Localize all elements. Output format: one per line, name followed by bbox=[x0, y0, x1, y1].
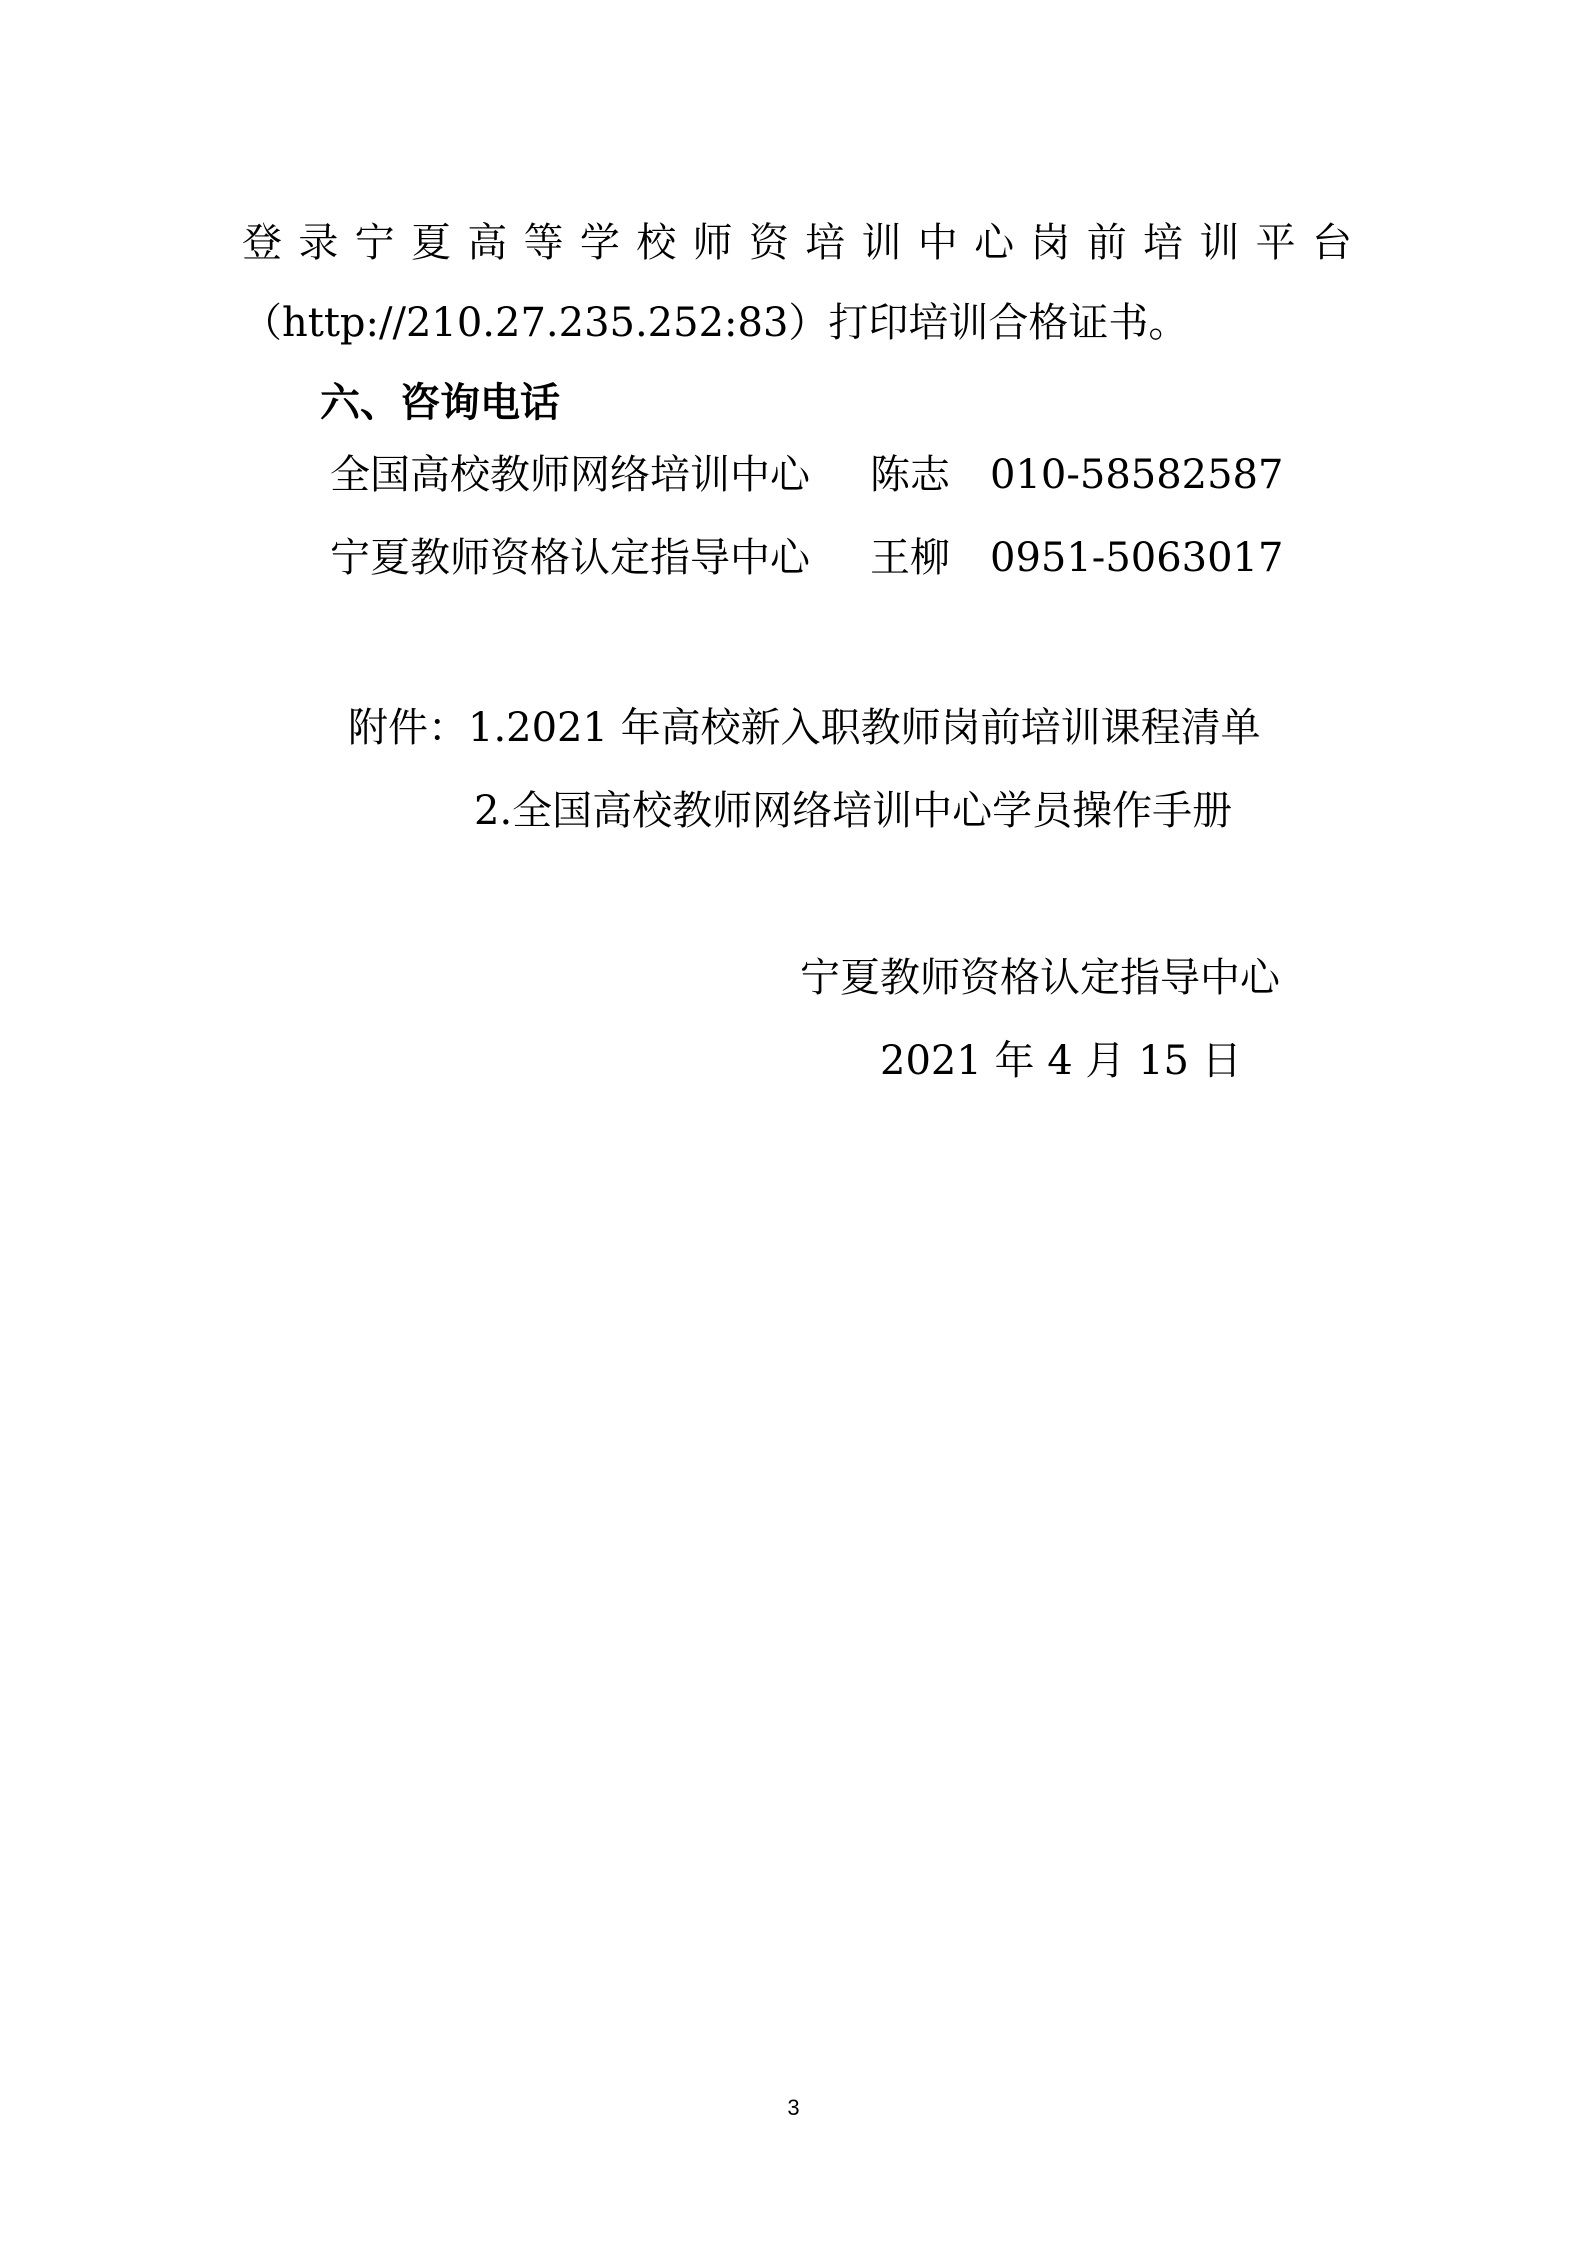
contact-name: 陈志 bbox=[870, 452, 950, 498]
section-heading: 六、咨询电话 bbox=[320, 380, 560, 426]
contact-phone: 010-58582587 bbox=[990, 452, 1284, 498]
contact-org: 宁夏教师资格认定指导中心 bbox=[330, 535, 810, 581]
contact-row bbox=[330, 533, 1283, 583]
contact-name: 王柳 bbox=[870, 535, 950, 581]
contact-row bbox=[330, 450, 1283, 500]
attachment-item-2: 2.全国高校教师网络培训中心学员操作手册 bbox=[474, 788, 1233, 834]
paragraph-line-1: 登录宁夏高等学校师资培训中心岗前培训平台 bbox=[242, 220, 1352, 266]
contact-org: 全国高校教师网络培训中心 bbox=[330, 452, 810, 498]
contact-phone: 0951-5063017 bbox=[990, 535, 1284, 581]
issue-date: 2021 年 4 月 15 日 bbox=[880, 1038, 1242, 1084]
issuer-signature: 宁夏教师资格认定指导中心 bbox=[800, 955, 1280, 1001]
page-number: 3 bbox=[787, 2095, 800, 2120]
paragraph-line-2: （http://210.27.235.252:83）打印培训合格证书。 bbox=[242, 300, 1189, 346]
attachment-item-1: 附件：1.2021 年高校新入职教师岗前培训课程清单 bbox=[348, 705, 1261, 751]
